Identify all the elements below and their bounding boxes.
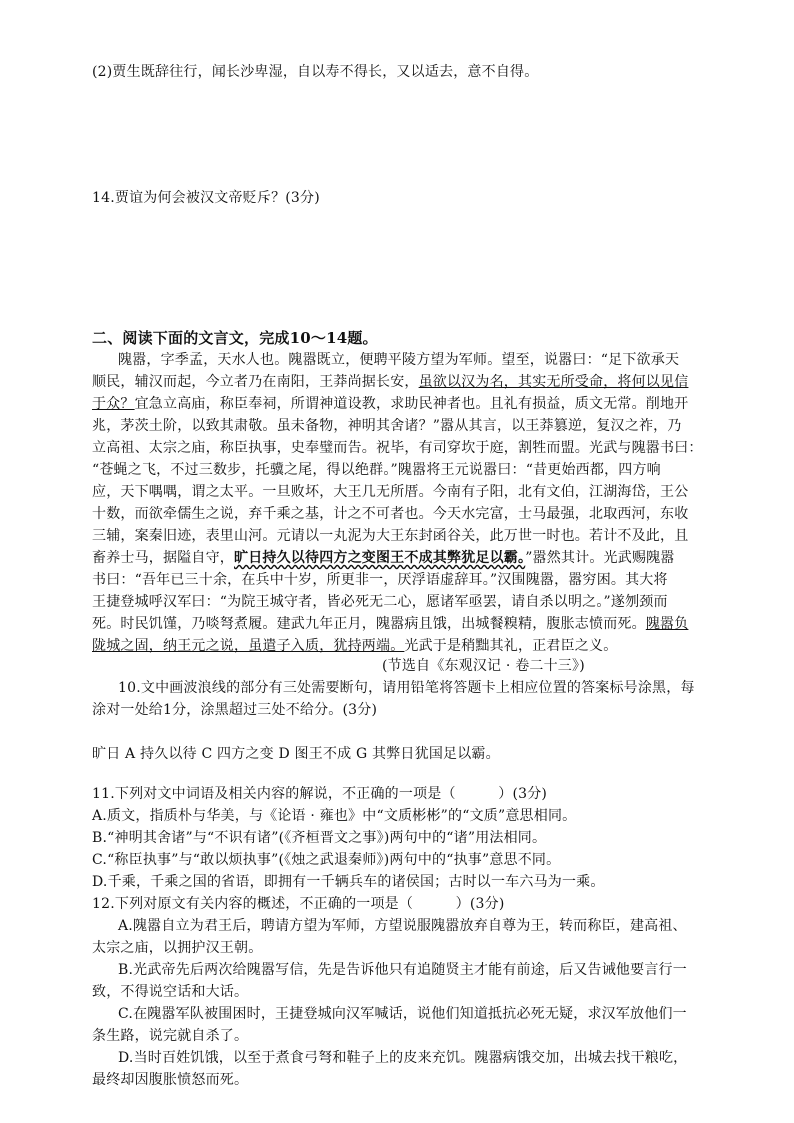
wavy-line-segment: 旷日持久以待四方之变图王不成其弊犹足以霸。 xyxy=(234,550,526,566)
q12-option-d: D.当时百姓饥饿，以至于煮食弓弩和鞋子上的皮来充饥。隗嚣病饿交加，出城去找干粮吃， xyxy=(118,1050,688,1066)
passage-line: 立高祖、太宗之庙，称臣执事，史奉璧而告。祝毕，有司穿坎于庭，割牲而盟。光武与隗嚣书曰： xyxy=(92,440,703,456)
q10-options: 旷日 A 持久以待 C 四方之变 D 图王不成 G 其弊日犹国足以霸。 xyxy=(92,746,500,762)
passage-line: 书曰：“吾年已三十余，在兵中十岁，所更非一，厌浮语虚辞耳。”汉围隗嚣，嚣穷困。其大将 xyxy=(92,572,668,588)
q11-option-d: D.千乘，千乘之国的省语，即拥有一千辆兵车的诸侯国；古时以一车六马为一乘。 xyxy=(92,874,605,890)
q12-option-a-cont: 太宗之庙，以拥护汉王朝。 xyxy=(92,940,263,956)
passage-line: 于众？宜急立高庙，称臣奉祠，所谓神道设教，求助民神者也。且礼有损益，质文无常。削地开 xyxy=(92,396,689,412)
q12-stem: 12.下列对原文有关内容的概述，不正确的一项是（ ）(3分) xyxy=(92,896,505,912)
passage-line: 三辅，案秦旧迹，表里山河。元请以一丸泥为大王东封函谷关，此万世一时也。若计不及此，且 xyxy=(92,528,689,544)
underlined-sentence: 于众？ xyxy=(92,396,135,412)
q11-stem: 11.下列对文中词语及相关内容的解说，不正确的一项是（ ）(3分) xyxy=(92,786,548,802)
passage-line: 王捷登城呼汉军曰：“为院王城守者，皆必死无二心，愿诸军亟罢，请自杀以明之。”遂刎颈而 xyxy=(92,594,668,610)
q11-option-c: C.“称臣执事”与“敢以烦执事”(《烛之武退秦师》)两句中的“执事”意思不同。 xyxy=(92,852,561,868)
underlined-sentence: 陇城之固，纳王元之说，虽遣子入质，犹持两端。 xyxy=(92,638,405,654)
q11-option-a: A.质文，指质朴与华美，与《论语 · 雍也》中“文质彬彬”的“文质”意思相同。 xyxy=(92,808,577,824)
q12-option-b: B.光武帝先后两次给隗嚣写信，先是告诉他只有追随贤主才能有前途，后又告诫他要言行一 xyxy=(118,962,687,978)
underlined-sentence: 隗嚣负 xyxy=(645,616,689,632)
passage-line: 畜养士马，据隘自守，旷日持久以待四方之变图王不成其弊犹足以霸。”嚣然其计。光武赐隗嚣 xyxy=(92,550,675,566)
q11-option-b: B.“神明其舍诸”与“不识有诸”(《齐桓晋文之事》)两句中的“诸”用法相同。 xyxy=(92,830,547,846)
q12-option-b-cont: 致，不得说空话和大话。 xyxy=(92,984,249,1000)
q10-stem-line2: 涂对一处给1分，涂黑超过三处不给分。(3分) xyxy=(92,702,378,718)
passage-source: (节选自《东观汉记 · 卷二十三》) xyxy=(382,658,585,674)
q12-option-a: A.隗嚣自立为君王后，聘请方望为军师，方望说服隗嚣放弃自尊为王，转而称臣，建高祖、 xyxy=(118,918,687,934)
q10-stem-line1: 10.文中画波浪线的部分有三处需要断句，请用铅笔将答题卡上相应位置的答案标号涂黑，每 xyxy=(118,680,695,696)
passage-line: 兆，茅茨土阶，以致其肃敬。虽未备物，神明其舍诸？”嚣从其言，以王莽篡逆，复汉之祚，乃 xyxy=(92,418,682,434)
section-title: 二、阅读下面的文言文，完成10～14题。 xyxy=(92,329,378,347)
passage-line: 死。时民饥馑，乃啖弩煮履。建武九年正月，隗嚣病且饿，出城餐糗精，腹胀志愤而死。隗嚣负 xyxy=(92,616,689,632)
passage-line: 顺民，辅汉而起，今立者乃在南阳，王莽尚据长安，虽欲以汉为名，其实无所受命，将何以见信 xyxy=(92,374,689,390)
passage-line: 陇城之固，纳王元之说，虽遣子入质，犹持两端。光武于是稍黜其礼，正君臣之义。 xyxy=(92,638,618,654)
passage-line: 十数，而欲牵儒生之说，弃千乘之基，计之不可者也。今天水完富，士马最强，北取西河，东收 xyxy=(92,506,689,522)
q12-option-d-cont: 最终却因腹胀愤怒而死。 xyxy=(92,1072,249,1088)
underlined-sentence: 虽欲以汉为名，其实无所受命，将何以见信 xyxy=(418,374,689,390)
passage-line: “苍蝇之飞，不过三数步，托骥之尾，得以绝群。”隗嚣将王元说嚣曰：“昔更始西都，四方响 xyxy=(92,462,661,478)
passage-line: 应，天下喁喁，谓之太平。一旦败坏，大王几无所厝。今南有子阳，北有文伯，江湖海岱，王公 xyxy=(92,484,689,500)
passage-line: 隗嚣，字季孟，天水人也。隗嚣既立，便聘平陵方望为军师。望至，说嚣曰：“足下欲承天 xyxy=(118,352,680,368)
q12-option-c-cont: 条生路，说完就自杀了。 xyxy=(92,1028,249,1044)
q14-stem: 14.贾谊为何会被汉文帝贬斥？(3分) xyxy=(92,190,320,206)
q13-sub2: (2)贾生既辞往行，闻长沙卑湿，自以寿不得长，又以适去，意不自得。 xyxy=(92,64,539,80)
q12-option-c: C.在隗嚣军队被围困时，王捷登城向汉军喊话，说他们知道抵抗必死无疑，求汉军放他们一 xyxy=(118,1006,687,1022)
